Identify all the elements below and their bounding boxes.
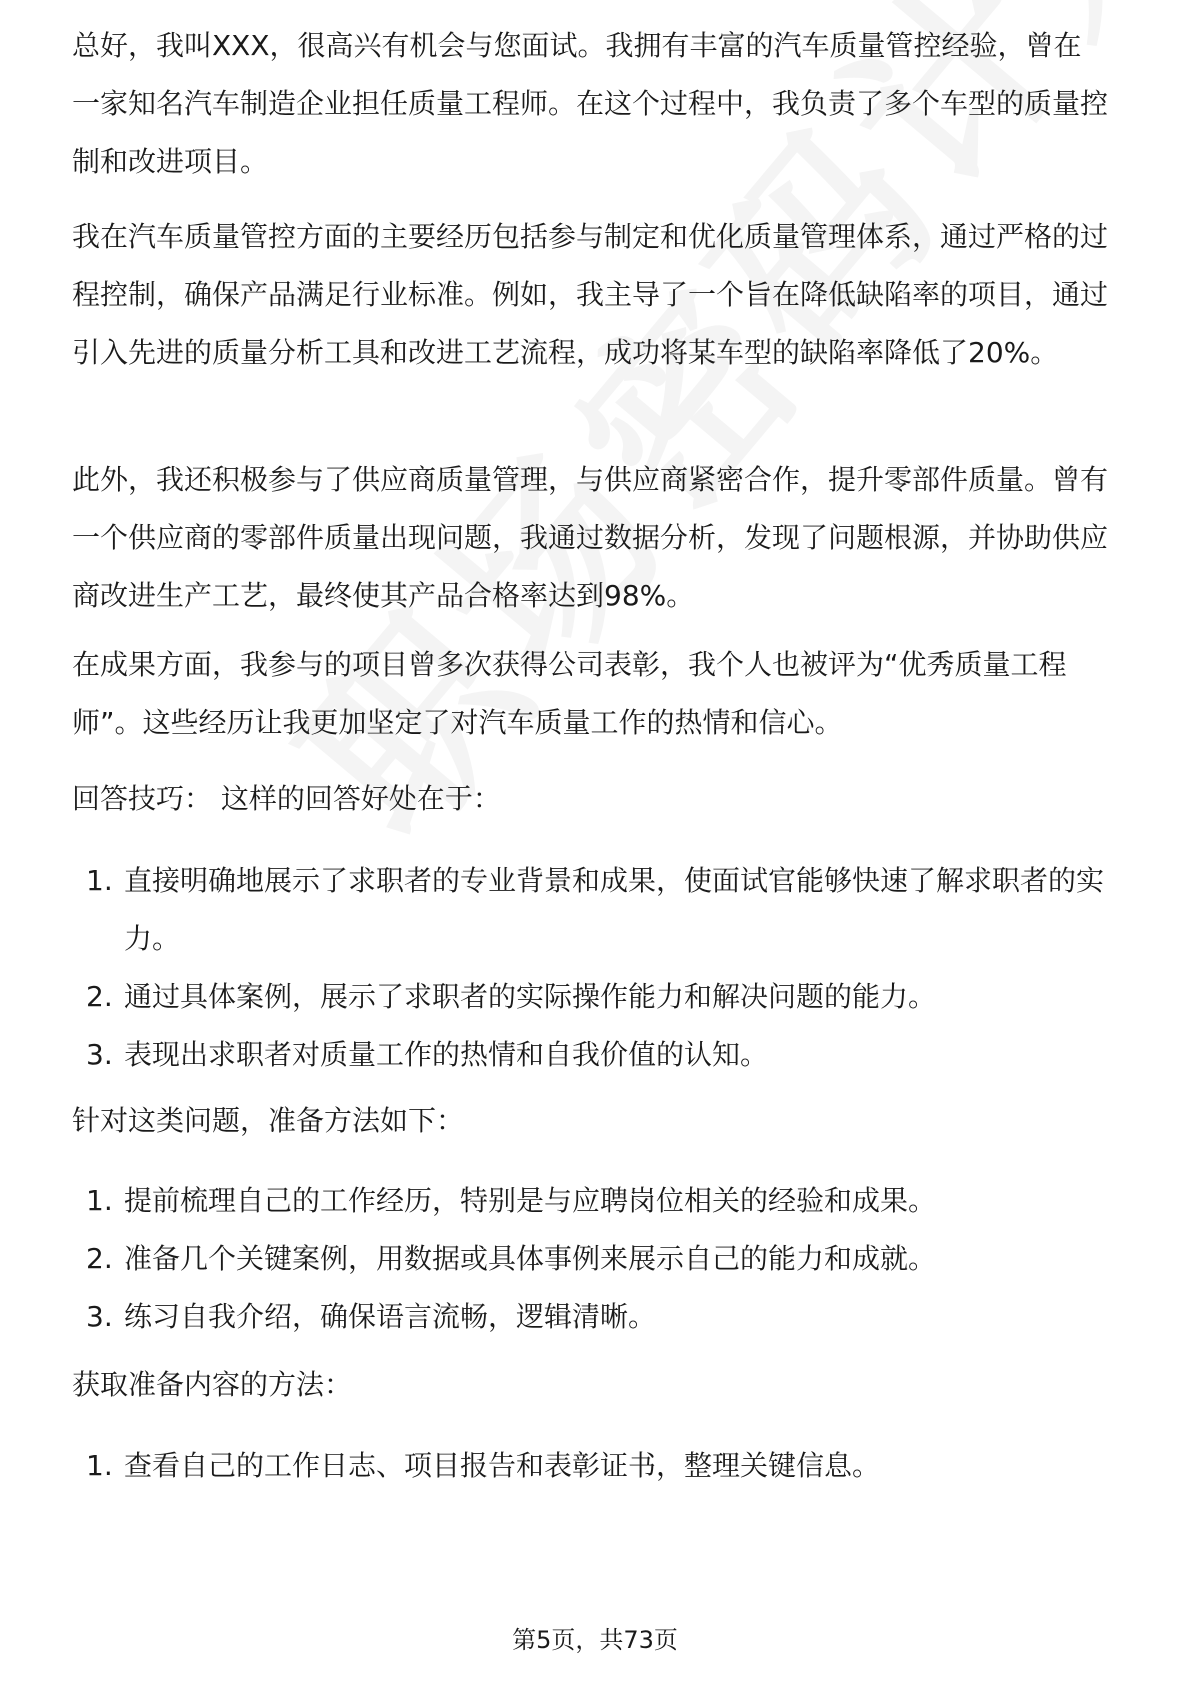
list-number: 2. <box>86 980 113 1013</box>
tips-list <box>72 852 1118 1084</box>
list-number: 3. <box>86 1038 113 1071</box>
prep-list <box>72 1172 1118 1346</box>
paragraph-cut-top: 总好，我叫XXX，很高兴有机会与您面试。我拥有丰富的汽车质量管控经验，曾在 <box>72 29 1082 62</box>
list-item <box>72 1230 1118 1288</box>
list-item-text: 表现出求职者对质量工作的热情和自我价值的认知。 <box>124 1038 769 1071</box>
tips-heading: 回答技巧： 这样的回答好处在于： <box>72 782 501 815</box>
list-number: 2. <box>86 1242 113 1275</box>
list-item-text: 查看自己的工作日志、项目报告和表彰证书，整理关键信息。 <box>124 1449 881 1482</box>
list-number: 1. <box>86 1184 113 1217</box>
page-footer: 第5页，共73页 <box>512 1626 678 1654</box>
list-item <box>72 1288 1118 1346</box>
list-item-text: 通过具体案例，展示了求职者的实际操作能力和解决问题的能力。 <box>124 980 937 1013</box>
list-item <box>72 968 1118 1026</box>
list-item <box>72 1172 1118 1230</box>
list-number: 3. <box>86 1300 113 1333</box>
gather-heading: 获取准备内容的方法： <box>72 1368 353 1401</box>
prep-heading: 针对这类问题，准备方法如下： <box>72 1104 465 1137</box>
paragraph-intro: 一家知名汽车制造企业担任质量工程师。在这个过程中，我负责了多个车型的质量控制和改进项目。 <box>72 87 1109 178</box>
list-item-text: 练习自我介绍，确保语言流畅，逻辑清晰。 <box>124 1300 657 1333</box>
paragraph-supplier: 此外，我还积极参与了供应商质量管理，与供应商紧密合作，提升零部件质量。曾有一个供应商的零部件质量出现问题，我通过数据分析，发现了问题根源，并协助供应商改进生产工艺，最终使其产品合格率达到98%。 <box>72 463 1109 612</box>
list-item <box>72 1026 1118 1084</box>
paragraph-achievements: 在成果方面，我参与的项目曾多次获得公司表彰，我个人也被评为“优秀质量工程师”。这些经历让我更加坚定了对汽车质量工作的热情和信心。 <box>72 648 1067 739</box>
list-item <box>72 1437 1118 1495</box>
list-item <box>72 852 1118 968</box>
list-number: 1. <box>86 864 113 897</box>
document-page <box>72 0 1118 1684</box>
list-item-text: 准备几个关键案例，用数据或具体事例来展示自己的能力和成就。 <box>124 1242 937 1275</box>
list-number: 1. <box>86 1449 113 1482</box>
paragraph-experience: 我在汽车质量管控方面的主要经历包括参与制定和优化质量管理体系，通过严格的过程控制，确保产品满足行业标准。例如，我主导了一个旨在降低缺陷率的项目，通过引入先进的质量分析工具和改进工艺流程，成功将某车型的缺陷率降低了20%。 <box>72 220 1109 369</box>
list-item-text: 提前梳理自己的工作经历，特别是与应聘岗位相关的经验和成果。 <box>124 1184 937 1217</box>
gather-list <box>72 1437 1118 1495</box>
list-item-text: 直接明确地展示了求职者的专业背景和成果，使面试官能够快速了解求职者的实力。 <box>124 864 1105 955</box>
